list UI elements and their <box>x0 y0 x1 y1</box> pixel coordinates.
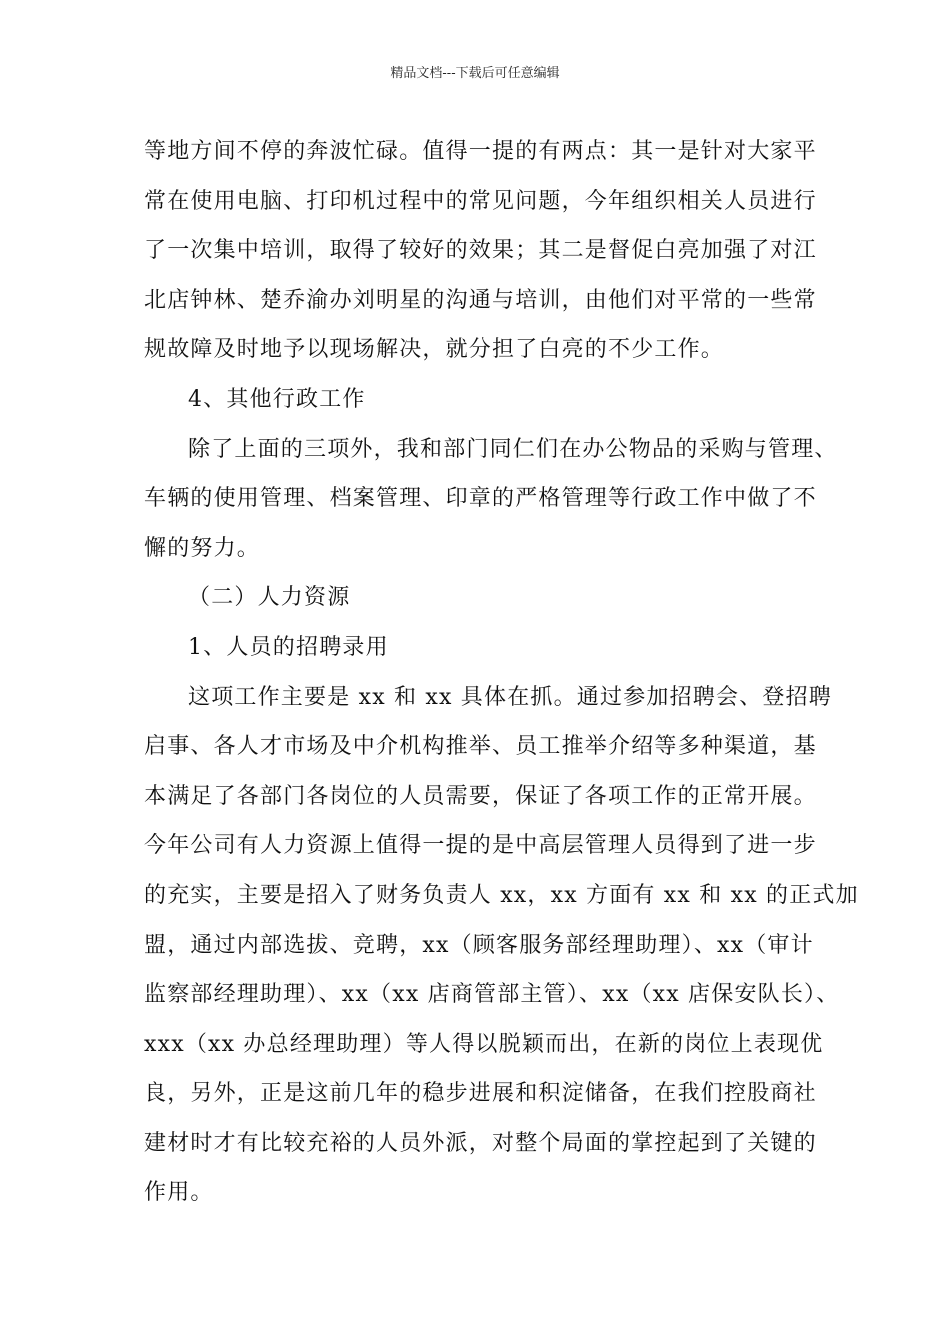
section-heading: 1、人员的招聘录用 <box>188 634 389 660</box>
section-heading: 4、其他行政工作 <box>188 386 366 412</box>
section-heading: （二）人力资源 <box>188 585 351 611</box>
page-header: 精品文档---下载后可任意编辑 <box>390 66 560 81</box>
body-line: 本满足了各部门各岗位的人员需要，保证了各项工作的正常开展。 <box>144 783 817 809</box>
body-line: 作用。 <box>144 1180 214 1206</box>
body-line: 了一次集中培训，取得了较好的效果；其二是督促白亮加强了对江 <box>144 238 817 264</box>
paragraph-start: 这项工作主要是 xx 和 xx 具体在抓。通过参加招聘会、登招聘 <box>188 684 833 710</box>
body-line: 的充实，主要是招入了财务负责人 xx，xx 方面有 xx 和 xx 的正式加 <box>144 882 859 908</box>
body-line: 良，另外，正是这前几年的稳步进展和积淀储备，在我们控股商社 <box>144 1081 817 1107</box>
body-line: 车辆的使用管理、档案管理、印章的严格管理等行政工作中做了不 <box>144 486 817 512</box>
paragraph-start: 除了上面的三项外，我和部门同仁们在办公物品的采购与管理、 <box>188 436 838 462</box>
body-line: 今年公司有人力资源上值得一提的是中高层管理人员得到了进一步 <box>144 833 817 859</box>
document-body <box>144 127 859 1218</box>
body-line: 等地方间不停的奔波忙碌。值得一提的有两点：其一是针对大家平 <box>144 139 817 164</box>
body-line: 北店钟林、楚乔渝办刘明星的沟通与培训，由他们对平常的一些常 <box>144 287 817 313</box>
body-line: xxx（xx 办总经理助理）等人得以脱颖而出，在新的岗位上表现优 <box>144 1031 824 1057</box>
body-line: 建材时才有比较充裕的人员外派，对整个局面的掌控起到了关键的 <box>144 1130 817 1156</box>
body-line: 启事、各人才市场及中介机构推举、员工推举介绍等多种渠道，基 <box>144 734 817 760</box>
body-line: 盟，通过内部选拔、竞聘，xx（顾客服务部经理助理）、xx（审计 <box>144 932 814 958</box>
body-line: 规故障及时地予以现场解决，就分担了白亮的不少工作。 <box>144 337 725 363</box>
body-line: 常在使用电脑、打印机过程中的常见问题，今年组织相关人员进行 <box>144 188 817 214</box>
body-line: 监察部经理助理）、xx（xx 店商管部主管）、xx（xx 店保安队长）、 <box>144 982 840 1008</box>
body-line: 懈的努力。 <box>144 535 261 561</box>
